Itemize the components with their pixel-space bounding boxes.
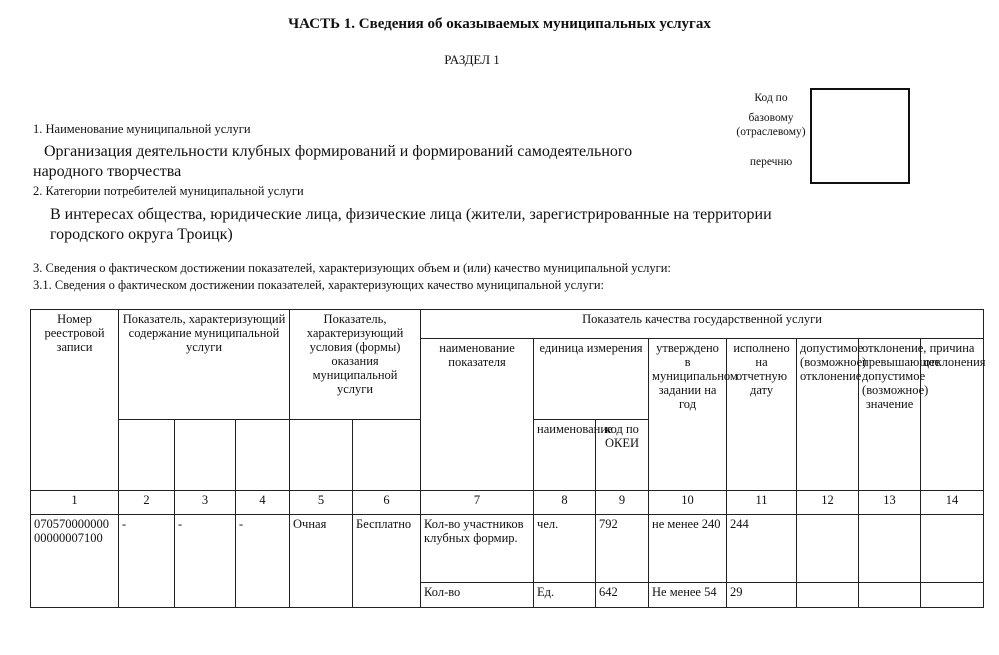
col-number: 4 xyxy=(236,491,290,515)
code-box xyxy=(810,88,910,184)
header-content-sub3 xyxy=(236,420,290,491)
header-exceed-deviation: отклонение, превышающее допустимое (возможное) значение xyxy=(859,339,921,491)
consumers-label: 2. Категории потребителей муниципальной услуги xyxy=(33,184,304,198)
header-conditions-sub1 xyxy=(290,420,353,491)
header-allowed-deviation: допустимое (возможное) отклонение xyxy=(797,339,859,491)
cell-allowed-deviation xyxy=(797,515,859,583)
header-conditions: Показатель, характеризующий условия (формы) оказания муниципальной услуги xyxy=(290,310,421,420)
cell-exceed-deviation xyxy=(859,515,921,583)
col-number: 2 xyxy=(119,491,175,515)
cell-executed: 244 xyxy=(727,515,797,583)
header-content-sub1 xyxy=(119,420,175,491)
header-indicator-name: наименование показателя xyxy=(421,339,534,491)
header-quality: Показатель качества государственной услуги xyxy=(421,310,984,339)
cell-reason xyxy=(921,515,984,583)
cell-reason xyxy=(921,583,984,608)
header-content-sub2 xyxy=(175,420,236,491)
cell-content-3: - xyxy=(236,515,290,608)
header-unit-code: код по ОКЕИ xyxy=(596,420,649,491)
col-number: 13 xyxy=(859,491,921,515)
cell-unit-name: Ед. xyxy=(534,583,596,608)
cell-indicator: Кол-во участников клубных формир. xyxy=(421,515,534,583)
header-conditions-sub2 xyxy=(353,420,421,491)
cell-registry: 07057000000000000007100 xyxy=(31,515,119,608)
service-name-value-line1: Организация деятельности клубных формирований и формирований самодеятельного xyxy=(44,143,633,160)
quality-indicators-heading: 3.1. Сведения о фактическом достижении показателей, характеризующих качество муниципальной услуги: xyxy=(33,278,605,292)
header-unit-name: наименование xyxy=(534,420,596,491)
service-name-label: 1. Наименование муниципальной услуги xyxy=(33,122,251,136)
header-unit: единица измерения xyxy=(534,339,649,420)
col-number: 12 xyxy=(797,491,859,515)
cell-unit-code: 792 xyxy=(596,515,649,583)
col-number: 11 xyxy=(727,491,797,515)
page-title: ЧАСТЬ 1. Сведения об оказываемых муниципальных услугах xyxy=(288,16,711,32)
col-number: 7 xyxy=(421,491,534,515)
cell-allowed-deviation xyxy=(797,583,859,608)
header-content: Показатель, характеризующий содержание муниципальной услуги xyxy=(119,310,290,420)
cell-indicator: Кол-во xyxy=(421,583,534,608)
indicators-heading: 3. Сведения о фактическом достижении показателей, характеризующих объем и (или) качество муниципальной услуги: xyxy=(33,261,671,275)
col-number: 1 xyxy=(31,491,119,515)
quality-table xyxy=(30,309,984,608)
table-row xyxy=(31,515,984,583)
code-label-line2: базовому xyxy=(748,112,794,124)
cell-unit-code: 642 xyxy=(596,583,649,608)
cell-executed: 29 xyxy=(727,583,797,608)
col-number: 14 xyxy=(921,491,984,515)
col-number: 6 xyxy=(353,491,421,515)
cell-exceed-deviation xyxy=(859,583,921,608)
cell-approved: не менее 240 xyxy=(649,515,727,583)
col-number: 9 xyxy=(596,491,649,515)
cell-form: Очная xyxy=(290,515,353,608)
section-title: РАЗДЕЛ 1 xyxy=(444,52,500,67)
cell-approved: Не менее 54 xyxy=(649,583,727,608)
col-number: 8 xyxy=(534,491,596,515)
cell-payment: Бесплатно xyxy=(353,515,421,608)
code-label-line3: (отраслевому) xyxy=(736,126,806,138)
col-number: 5 xyxy=(290,491,353,515)
header-registry: Номер реестровой записи xyxy=(31,310,119,491)
cell-content-2: - xyxy=(175,515,236,608)
header-executed: исполнено на отчетную дату xyxy=(727,339,797,491)
header-reason: причина отклонения xyxy=(921,339,984,491)
cell-content-1: - xyxy=(119,515,175,608)
col-number: 10 xyxy=(649,491,727,515)
code-label-line4: перечню xyxy=(749,156,793,168)
consumers-value-line1: В интересах общества, юридические лица, физические лица (жители, зарегистрированные на территории xyxy=(50,206,772,223)
header-approved: утверждено в муниципальном задании на год xyxy=(649,339,727,491)
cell-unit-name: чел. xyxy=(534,515,596,583)
consumers-value-line2: городского округа Троицк) xyxy=(50,226,233,243)
code-label-line1: Код по xyxy=(754,92,788,104)
col-number: 3 xyxy=(175,491,236,515)
service-name-value-line2: народного творчества xyxy=(33,163,182,180)
